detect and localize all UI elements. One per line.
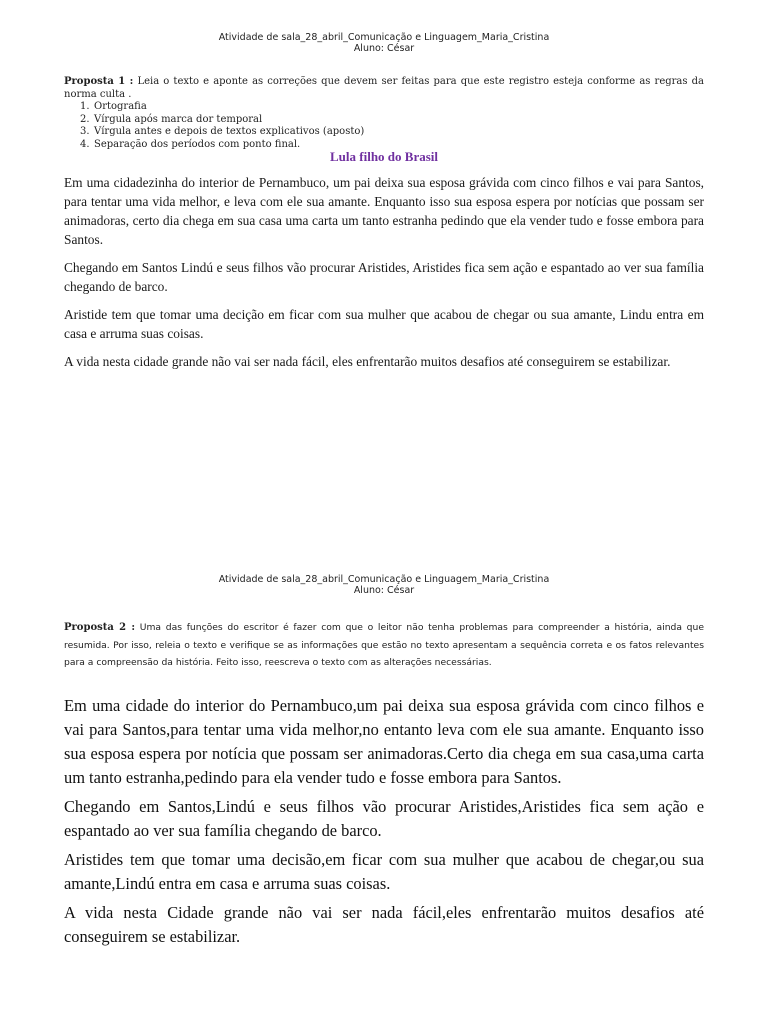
document-page-2 [0,573,768,949]
story-paragraph: Em uma cidadezinha do interior de Pernambuco, um pai deixa sua esposa grávida com cinco filhos e vai para Santos, para tentar uma vida melhor, e leva com ele sua amante. Enquanto isso sua esposa espera por notícias que possam ser animadoras, certo dia chega em sua casa uma carta um tanto estranha pedindo que ela vender tudo e fosse embora para Santos. [64,175,704,247]
list-item: 3. Vírgula antes e depois de textos explicativos (aposto) [80,126,365,137]
proposta-instructions: Leia o texto e aponte as correções que devem ser feitas para que este registro esteja conforme as regras da norma culta . [64,76,704,100]
rewritten-paragraph: Aristides tem que tomar uma decisão,em ficar com sua mulher que acabou de chegar,ou sua amante,Lindú entra em casa e arruma suas coisas. [64,849,704,893]
proposta-1 [64,75,704,101]
page-header [0,0,768,54]
corrections-list [64,101,704,151]
document-page-1 [0,0,768,371]
list-item: 2. Vírgula após marca dor temporal [80,113,263,125]
rewritten-paragraph: Em uma cidade do interior do Pernambuco,um pai deixa sua esposa grávida com cinco filhos e vai para Santos,para tentar uma vida melhor,no entanto leva com ele sua amante. Enquanto isso sua esposa espera por notícia que possam ser animadoras.Certo dia chega em sua casa,uma carta um tanto estranha,pedindo para ela vender tudo e fosse embora para Santos. [64,695,704,787]
proposta-label: Proposta 1 : [64,76,134,87]
rewritten-paragraph: Chegando em Santos,Lindú e seus filhos vão procurar Aristides,Aristides fica sem ação e espantado ao ver sua família chegando de barco. [64,796,704,840]
rewritten-paragraph: A vida nesta Cidade grande não vai ser nada fácil,eles enfrentarão muitos desafios até conseguirem se estabilizar. [64,902,704,946]
header-activity-title: Atividade de sala_28_abril_Comunicação e Linguagem_Maria_Cristina [218,574,550,585]
proposta-instructions: Uma das funções do escritor é fazer com que o leitor não tenha problemas para compreender a história, ainda que resumida. Por isso, releia o texto e verifique se as informações que estão no texto apresentam a sequência correta e os fatos relevantes para a compreensão da história. Feito isso, reescreva o texto com as alterações necessárias. [64,622,704,668]
proposta-label: Proposta 2 : [64,622,136,633]
header-activity-title: Atividade de sala_28_abril_Comunicação e Linguagem_Maria_Cristina [218,32,550,43]
story-paragraph: Aristide tem que tomar uma decição em ficar com sua mulher que acabou de chegar ou sua amante, Lindu entra em casa e arruma suas coisas. [64,307,704,341]
proposta-2 [64,619,704,672]
story-paragraph: A vida nesta cidade grande não vai ser nada fácil, eles enfrentarão muitos desafios até conseguirem se estabilizar. [64,354,671,369]
list-item: 1. Ortografia [80,101,147,112]
header-student-name: Aluno: César [353,43,415,54]
story-paragraph: Chegando em Santos Lindú e seus filhos vão procurar Aristides, Aristides fica sem ação e espantado ao ver sua família chegando de barco. [64,260,704,294]
story-title: Lula filho do Brasil [330,149,438,164]
page-header [0,573,768,596]
list-item: 4. Separação dos períodos com ponto final. [80,138,301,150]
header-student-name: Aluno: César [353,585,415,596]
